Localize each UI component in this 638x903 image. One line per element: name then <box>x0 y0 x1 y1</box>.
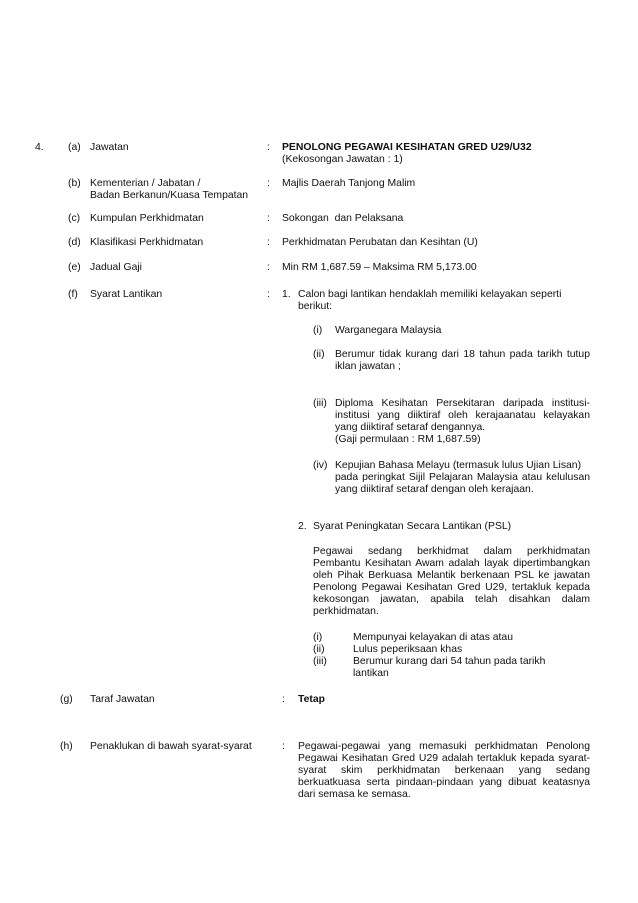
row-c-colon: : <box>267 213 270 224</box>
req-i-text: Warganegara Malaysia <box>335 325 442 336</box>
req-ii-number: (ii) <box>313 349 325 360</box>
req-iii-number: (iii) <box>313 398 327 409</box>
req-iv-line1: Kepujian Bahasa Melayu (termasuk lulus Ujian Lisan) <box>335 460 582 471</box>
row-a-title: Jawatan <box>90 142 129 153</box>
req-iv-number: (iv) <box>313 460 328 471</box>
row-g-label: (g) <box>60 694 73 705</box>
psl-iii-number: (iii) <box>313 656 327 667</box>
req-iii-salary: (Gaji permulaan : RM 1,687.59) <box>335 434 481 445</box>
row-g-value: Tetap <box>298 694 325 705</box>
row-d-value: Perkhidmatan Perubatan dan Kesihtan (U) <box>282 237 478 248</box>
psl-i-number: (i) <box>313 632 323 643</box>
row-b-title-line1: Kementerian / Jabatan / <box>90 178 201 189</box>
row-h-value: Pegawai-pegawai yang memasuki perkhidmatan Penolong Pegawai Kesihatan Gred U29 adalah tertakluk kepada syarat-syarat skim perkhidmatan berkenaan yang sedang berkuatkuasa serta pindaan-pindaan yang dibuat keatasnya dari semasa ke semasa. <box>298 741 590 800</box>
row-c-value: Sokongan dan Pelaksana <box>282 213 404 224</box>
item-number: 4. <box>35 142 44 153</box>
row-a-colon: : <box>267 142 270 153</box>
req-iii-line3: yang diiktiraf setaraf dengannya. <box>335 422 486 433</box>
row-e-label: (e) <box>68 262 81 273</box>
row-h-label: (h) <box>60 741 73 752</box>
section-2-number: 2. <box>298 521 307 532</box>
row-f-colon: : <box>267 289 270 300</box>
row-b-title-line2: Badan Berkanun/Kuasa Tempatan <box>90 190 249 201</box>
row-b-value: Majlis Daerah Tanjong Malim <box>282 178 416 189</box>
row-d-label: (d) <box>68 237 81 248</box>
row-e-value: Min RM 1,687.59 – Maksima RM 5,173.00 <box>282 262 477 273</box>
psl-iii-line2: lantikan <box>353 668 389 679</box>
row-c-title: Kumpulan Perkhidmatan <box>90 213 204 224</box>
req-i-number: (i) <box>313 325 323 336</box>
psl-ii-number: (ii) <box>313 644 325 655</box>
row-g-title: Taraf Jawatan <box>90 694 155 705</box>
section-2-paragraph: Pegawai sedang berkhidmat dalam perkhidmatan Pembantu Kesihatan Awam adalah layak dipertimbangkan oleh Pihak Berkuasa Melantik berkenaan PSL ke jawatan Penolong Pegawai Kesihatan Gred U29, tertakluk kepada kekosongan jawatan, apabila telah disahkan dalam perkhidmatan. <box>313 546 590 617</box>
row-e-colon: : <box>267 262 270 273</box>
req-iii-line2: institusi yang diiktiraf oleh kerajaanatau kelayakan <box>335 410 590 421</box>
vacancy-count: (Kekosongan Jawatan : 1) <box>282 154 403 165</box>
row-f-title: Syarat Lantikan <box>90 289 163 300</box>
row-h-colon: : <box>282 741 285 752</box>
section-1-line1: Calon bagi lantikan hendaklah memiliki kelayakan seperti <box>298 289 562 300</box>
row-b-colon: : <box>267 178 270 189</box>
row-h-title: Penaklukan di bawah syarat-syarat <box>90 741 252 752</box>
row-b-label: (b) <box>68 178 81 189</box>
section-2-title: Syarat Peningkatan Secara Lantikan (PSL) <box>313 521 512 532</box>
row-f-label: (f) <box>68 289 78 300</box>
req-iv-line2: pada peringkat Sijil Pelajaran Malaysia atau kelulusan <box>335 472 590 483</box>
section-1-line2: berikut: <box>298 301 333 312</box>
section-1-number: 1. <box>282 289 291 300</box>
row-g-colon: : <box>282 694 285 705</box>
row-c-label: (c) <box>68 213 81 224</box>
req-iv-line3: yang diiktiraf setaraf dengan oleh kerajaan. <box>335 484 534 495</box>
psl-iii-line1: Berumur kurang dari 54 tahun pada tarikh <box>353 656 546 667</box>
row-d-colon: : <box>267 237 270 248</box>
row-e-title: Jadual Gaji <box>90 262 142 273</box>
req-iii-line1: Diploma Kesihatan Persekitaran daripada institusi- <box>335 398 590 409</box>
psl-ii-text: Lulus peperiksaan khas <box>353 644 463 655</box>
row-d-title: Klasifikasi Perkhidmatan <box>90 237 204 248</box>
psl-i-text: Mempunyai kelayakan di atas atau <box>353 632 513 643</box>
req-ii-line2: iklan jawatan ; <box>335 361 401 372</box>
row-a-label: (a) <box>68 142 81 153</box>
req-ii-line1: Berumur tidak kurang dari 18 tahun pada tarikh tutup <box>335 349 590 360</box>
post-title: PENOLONG PEGAWAI KESIHATAN GRED U29/U32 <box>282 142 532 153</box>
